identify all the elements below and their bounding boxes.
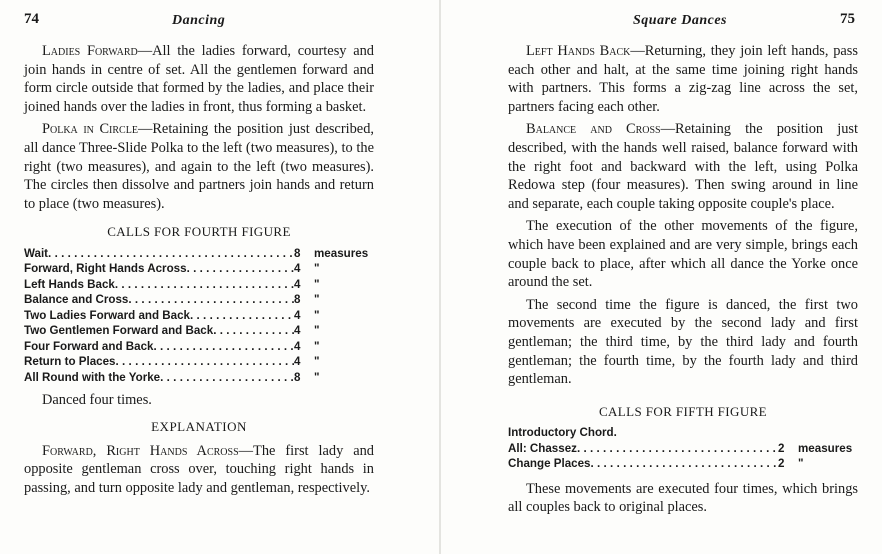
paragraph-lead: Ladies Forward bbox=[42, 43, 138, 59]
call-leader-dots bbox=[48, 246, 294, 262]
right-page bbox=[441, 0, 882, 554]
call-name: Four Forward and Back bbox=[24, 339, 154, 353]
call-name: Two Gentlemen Forward and Back bbox=[24, 324, 214, 338]
call-name: Wait bbox=[24, 246, 49, 260]
calls-title: CALLS FOR FOURTH FIGURE bbox=[107, 224, 291, 240]
explanation-title: EXPLANATION bbox=[151, 419, 247, 435]
call-name: Change Places bbox=[508, 457, 591, 471]
call-unit: measures bbox=[798, 441, 853, 455]
page-number: 74 bbox=[24, 11, 39, 27]
paragraph-text: —Retaining the position just described, all dance Three-Slide Polka to the left (two measures), to the right (two measures), and again to the left (two measures). The circles then dissolve and partners join hands and return to place (two measures). bbox=[24, 121, 374, 212]
call-leader-dots bbox=[153, 339, 294, 355]
call-unit: " bbox=[314, 308, 320, 322]
call-leader-dots bbox=[213, 323, 294, 339]
call-leader-dots bbox=[590, 456, 778, 472]
paragraph-text: —Retaining the position just described, with the hands well raised, balance forward with the right foot and backward with the left, using Polka Redowa step (four measures). Then swing around in line and separate, each couple taking opposite couple's place. bbox=[508, 121, 859, 212]
calls-list bbox=[508, 441, 858, 472]
paragraph bbox=[24, 120, 374, 213]
call-count: 4 bbox=[294, 262, 301, 276]
call-unit: measures bbox=[314, 246, 369, 260]
running-head: Square Dances bbox=[633, 13, 728, 28]
call-count: 4 bbox=[294, 308, 301, 322]
paragraph bbox=[508, 120, 858, 213]
closing-note: These movements are executed four times, which brings all couples back to original places. bbox=[508, 480, 858, 516]
call-unit: " bbox=[314, 339, 320, 353]
call-name: Two Ladies Forward and Back bbox=[24, 308, 190, 322]
call-unit: " bbox=[314, 293, 320, 307]
call-row bbox=[508, 441, 858, 457]
paragraph-text: —Returning, they join left hands, pass each other and halt, at the same time joining right hands with partners. This forms a zig-zag line across the set, partners facing each other. bbox=[508, 43, 858, 115]
call-row bbox=[24, 246, 374, 262]
call-count: 8 bbox=[294, 370, 301, 384]
call-row bbox=[24, 277, 374, 293]
call-row bbox=[24, 323, 374, 339]
call-row bbox=[24, 308, 374, 324]
call-count: 4 bbox=[294, 339, 301, 353]
paragraph-lead: Polka in Circle bbox=[42, 121, 138, 138]
running-head: Dancing bbox=[172, 13, 226, 28]
call-count: 8 bbox=[294, 246, 301, 260]
call-name: All Round with the Yorke bbox=[24, 370, 161, 384]
call-leader-dots bbox=[577, 441, 778, 457]
right-body bbox=[508, 42, 858, 521]
paragraph-lead: Forward, Right Hands Across bbox=[42, 442, 239, 459]
call-name: Balance and Cross bbox=[24, 293, 129, 307]
call-leader-dots bbox=[128, 292, 294, 308]
call-count: 2 bbox=[778, 457, 785, 471]
call-unit: " bbox=[314, 324, 320, 338]
call-name: All: Chassez bbox=[508, 441, 577, 455]
page-number: 75 bbox=[840, 11, 855, 27]
call-row bbox=[24, 354, 374, 370]
call-count: 4 bbox=[294, 324, 301, 338]
paragraph-text: The execution of the other movements of the figure, which have been explained and are very simple, brings each couple back to place, after which all dance the Yorke once around the set. bbox=[508, 218, 858, 291]
call-leader-dots bbox=[190, 308, 294, 324]
call-name: Forward, Right Hands Across bbox=[24, 262, 187, 276]
call-count: 4 bbox=[294, 277, 301, 291]
call-name: Left Hands Back bbox=[24, 277, 115, 291]
call-row bbox=[24, 292, 374, 308]
call-row bbox=[24, 261, 374, 277]
paragraph-text: —The first lady and opposite gentleman cross over, touching right hands in passing, and turn opposite lady and gentleman, respectively. bbox=[24, 442, 375, 496]
call-count: 8 bbox=[294, 293, 301, 307]
paragraph-text: The second time the figure is danced, the first two movements are executed by the second lady and first gentleman; the third time, by the third lady and fourth gentleman; the fourth time, by the fourth lady and third gentleman. bbox=[508, 296, 858, 388]
call-count: 4 bbox=[294, 355, 301, 369]
call-unit: " bbox=[314, 262, 320, 276]
call-leader-dots bbox=[115, 277, 294, 293]
paragraph-lead: Balance and Cross bbox=[526, 121, 661, 138]
call-row bbox=[508, 456, 858, 472]
paragraph bbox=[24, 442, 374, 498]
intro-chord: Introductory Chord. bbox=[508, 426, 617, 440]
danced-note: Danced four times. bbox=[42, 392, 152, 409]
paragraph-lead: Left Hands Back bbox=[526, 43, 631, 59]
paragraph bbox=[508, 296, 858, 389]
call-leader-dots bbox=[160, 370, 294, 386]
paragraph-text: —All the ladies forward, courtesy and join hands in centre of set. All the gentlemen forward and form circle outside that formed by the ladies, and place their joined hands over the ladies in front, thus forming a basket. bbox=[24, 43, 374, 115]
call-unit: " bbox=[314, 370, 320, 384]
call-row bbox=[24, 370, 374, 386]
call-leader-dots bbox=[116, 354, 295, 370]
left-body bbox=[24, 42, 374, 501]
call-count: 2 bbox=[778, 441, 785, 455]
call-row bbox=[24, 339, 374, 355]
call-leader-dots bbox=[187, 261, 294, 277]
calls-list bbox=[24, 246, 374, 386]
call-name: Return to Places bbox=[24, 355, 116, 369]
paragraph bbox=[508, 42, 858, 116]
paragraph bbox=[24, 42, 374, 116]
call-unit: " bbox=[314, 355, 320, 369]
call-unit: " bbox=[798, 457, 804, 471]
paragraph bbox=[508, 217, 858, 291]
calls-title: CALLS FOR FIFTH FIGURE bbox=[598, 403, 768, 419]
call-unit: " bbox=[314, 277, 320, 291]
